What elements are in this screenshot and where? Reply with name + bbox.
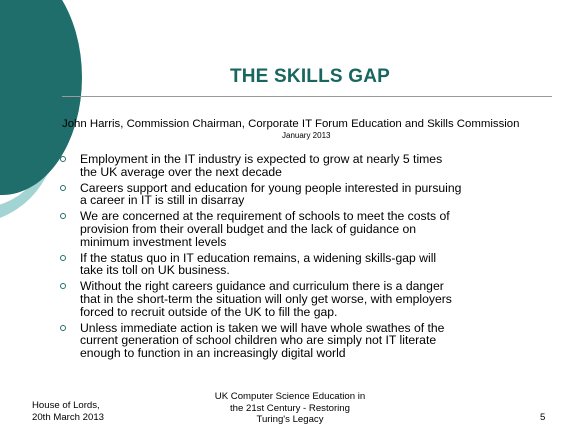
footer-title-line: UK Computer Science Education in xyxy=(214,391,366,402)
bullet-text-line: forced to recruit outside of the UK to fill the gap. xyxy=(80,304,338,319)
bullet-text-line: We are concerned at the requirement of schools to meet the costs of xyxy=(80,209,450,224)
bullet-text-line: that in the short-term the situation will only get worse, with employers xyxy=(80,291,452,306)
bullet-item xyxy=(60,252,550,277)
page-number: 5 xyxy=(540,412,546,423)
bullet-item xyxy=(60,280,550,318)
bullet-circle-icon xyxy=(60,156,66,162)
author-line: John Harris, Commission Chairman, Corporate IT Forum Education and Skills Commission xyxy=(62,118,520,130)
bullet-circle-icon xyxy=(60,185,66,191)
bullet-item xyxy=(60,322,550,360)
bullet-text-line: enough to function in an increasingly digital world xyxy=(80,345,346,360)
bullet-text-line: Without the right careers guidance and curriculum there is a danger xyxy=(80,279,444,294)
bullet-text-line: take its toll on UK business. xyxy=(80,263,230,278)
bullet-circle-icon xyxy=(60,283,66,289)
bullet-item xyxy=(60,153,550,178)
bullet-text-line: the UK average over the next decade xyxy=(80,164,282,179)
bullet-circle-icon xyxy=(60,213,66,219)
bullet-text-line: provision from their overall budget and the lack of guidance on xyxy=(80,221,417,236)
footer-venue xyxy=(32,400,104,423)
bullet-text-line: minimum investment levels xyxy=(80,234,227,249)
footer-presentation-title xyxy=(190,391,390,426)
bullet-list xyxy=(60,153,550,363)
bullet-text-line: Employment in the IT industry is expected to grow at nearly 5 times xyxy=(80,152,443,166)
bullet-text-line: If the status quo in IT education remains, a widening skills-gap will xyxy=(80,250,437,265)
bullet-text-line: current generation of school children who are simply not IT literate xyxy=(80,333,437,348)
date-line: January 2013 xyxy=(282,131,331,140)
footer-title-line: Turing's Legacy xyxy=(256,414,324,425)
bullet-text-line: Careers support and education for young people interested in pursuing xyxy=(80,180,462,195)
bullet-circle-icon xyxy=(60,325,66,331)
bullet-text-line: Unless immediate action is taken we will have whole swathes of the xyxy=(80,320,445,335)
footer-venue-line: House of Lords, xyxy=(32,400,100,411)
footer-title-line: the 21st Century - Restoring xyxy=(230,402,350,414)
footer-date-line: 20th March 2013 xyxy=(32,411,104,423)
title-divider xyxy=(62,96,552,97)
bullet-circle-icon xyxy=(60,255,66,261)
slide-title: THE SKILLS GAP xyxy=(229,66,391,87)
bullet-item xyxy=(60,182,550,207)
bullet-text-line: a career in IT is still in disarray xyxy=(80,193,245,208)
bullet-item xyxy=(60,210,550,248)
